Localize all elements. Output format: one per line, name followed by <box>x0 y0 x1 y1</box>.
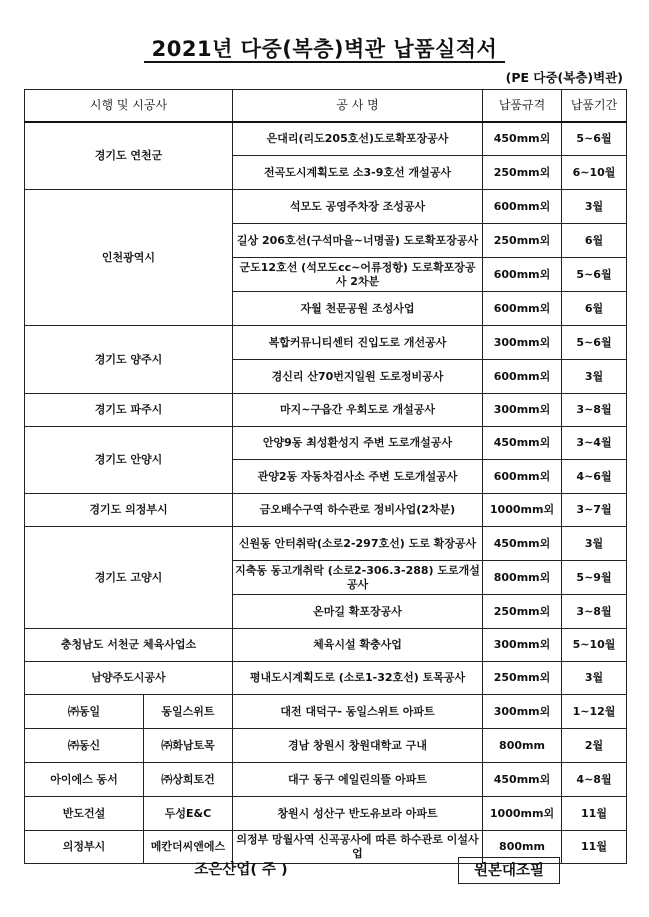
spec-cell: 450mm외 <box>483 763 562 797</box>
spec-cell: 450mm외 <box>483 527 562 561</box>
client-cell: 인천광역시 <box>25 190 233 326</box>
client-cell: 경기도 양주시 <box>25 326 233 394</box>
period-cell: 3월 <box>562 360 627 394</box>
client-cell: ㈜동일 <box>25 695 144 729</box>
client-cell: 경기도 파주시 <box>25 394 233 427</box>
period-cell: 2월 <box>562 729 627 763</box>
period-cell: 3~4월 <box>562 427 627 460</box>
header-period: 납품기간 <box>562 90 627 122</box>
title-underline <box>144 61 505 63</box>
project-cell: 복합커뮤니티센터 진입도로 개선공사 <box>233 326 483 360</box>
table-row <box>25 427 627 460</box>
spec-cell: 300mm외 <box>483 629 562 662</box>
table-row <box>25 394 627 427</box>
project-cell: 온마길 확포장공사 <box>233 595 483 629</box>
project-cell: 창원시 성산구 반도유보라 아파트 <box>233 797 483 831</box>
project-cell: 자월 천문공원 조성사업 <box>233 292 483 326</box>
table-row <box>25 326 627 360</box>
project-cell: 신원동 안터취락(소로2-297호선) 도로 확장공사 <box>233 527 483 561</box>
project-cell: 지축동 동고개취락 (소로2-306.3-288) 도로개설공사 <box>233 561 483 595</box>
delivery-record-table <box>24 89 627 864</box>
period-cell: 3~8월 <box>562 394 627 427</box>
spec-cell: 600mm외 <box>483 258 562 292</box>
period-cell: 4~6월 <box>562 460 627 494</box>
spec-cell: 300mm외 <box>483 326 562 360</box>
spec-cell: 800mm <box>483 729 562 763</box>
period-cell: 3월 <box>562 527 627 561</box>
spec-cell: 1000mm외 <box>483 494 562 527</box>
table-row <box>25 662 627 695</box>
spec-cell: 250mm외 <box>483 595 562 629</box>
contractor-cell: 두성E&C <box>144 797 233 831</box>
project-cell: 마지~구읍간 우회도로 개설공사 <box>233 394 483 427</box>
spec-cell: 300mm외 <box>483 394 562 427</box>
project-cell: 안양9동 최성환성지 주변 도로개설공사 <box>233 427 483 460</box>
period-cell: 6월 <box>562 292 627 326</box>
table-row <box>25 122 627 156</box>
project-cell: 경신리 산70번지일원 도로정비공사 <box>233 360 483 394</box>
company-name: 조은산업( 주 ) <box>194 862 288 878</box>
contractor-cell: ㈜상희토건 <box>144 763 233 797</box>
client-cell: 경기도 연천군 <box>25 122 233 190</box>
period-cell: 3~8월 <box>562 595 627 629</box>
contractor-cell: 메칸더씨앤에스 <box>144 831 233 864</box>
spec-cell: 250mm외 <box>483 156 562 190</box>
certified-copy-stamp: 원본대조필 <box>458 857 560 884</box>
project-cell: 대구 동구 에일린의뜰 아파트 <box>233 763 483 797</box>
contractor-cell: ㈜화남토목 <box>144 729 233 763</box>
table-row <box>25 729 627 763</box>
period-cell: 5~6월 <box>562 122 627 156</box>
project-cell: 전곡도시계획도로 소3-9호선 개설공사 <box>233 156 483 190</box>
project-cell: 평내도시계획도로 (소로1-32호선) 토목공사 <box>233 662 483 695</box>
client-cell: 경기도 안양시 <box>25 427 233 494</box>
table-row <box>25 190 627 224</box>
header-project: 공 사 명 <box>233 90 483 122</box>
period-cell: 11월 <box>562 797 627 831</box>
project-cell: 관양2동 자동차검사소 주변 도로개설공사 <box>233 460 483 494</box>
spec-cell: 600mm외 <box>483 292 562 326</box>
spec-cell: 300mm외 <box>483 695 562 729</box>
header-spec: 납품규격 <box>483 90 562 122</box>
project-cell: 대전 대덕구- 동일스위트 아파트 <box>233 695 483 729</box>
spec-cell: 250mm외 <box>483 224 562 258</box>
table-header-row <box>25 90 627 122</box>
period-cell: 5~10월 <box>562 629 627 662</box>
table-row <box>25 695 627 729</box>
spec-cell: 800mm <box>483 831 562 864</box>
period-cell: 4~8월 <box>562 763 627 797</box>
client-cell: 충청남도 서천군 체육사업소 <box>25 629 233 662</box>
period-cell: 3월 <box>562 662 627 695</box>
period-cell: 3~7월 <box>562 494 627 527</box>
document-title: 2021년 다중(복층)벽관 납품실적서 <box>151 37 498 61</box>
period-cell: 5~6월 <box>562 326 627 360</box>
period-cell: 6월 <box>562 224 627 258</box>
period-cell: 3월 <box>562 190 627 224</box>
project-cell: 금오배수구역 하수관로 정비사업(2차분) <box>233 494 483 527</box>
client-cell: 반도건설 <box>25 797 144 831</box>
table-row <box>25 797 627 831</box>
client-cell: 의정부시 <box>25 831 144 864</box>
table-row <box>25 629 627 662</box>
table-row <box>25 494 627 527</box>
project-cell: 석모도 공영주차장 조성공사 <box>233 190 483 224</box>
project-cell: 체육시설 확충사업 <box>233 629 483 662</box>
project-cell: 길상 206호선(구석마을~너명골) 도로확포장공사 <box>233 224 483 258</box>
document-subtitle: (PE 다중(복층)벽관) <box>505 70 623 85</box>
project-cell: 군도12호선 (석모도cc~어류정항) 도로확포장공사 2차분 <box>233 258 483 292</box>
header-client: 시행 및 시공사 <box>25 90 233 122</box>
table-row <box>25 527 627 561</box>
period-cell: 1~12월 <box>562 695 627 729</box>
spec-cell: 800mm외 <box>483 561 562 595</box>
spec-cell: 450mm외 <box>483 427 562 460</box>
client-cell: 남양주도시공사 <box>25 662 233 695</box>
client-cell: ㈜동신 <box>25 729 144 763</box>
period-cell: 5~6월 <box>562 258 627 292</box>
period-cell: 11월 <box>562 831 627 864</box>
spec-cell: 600mm외 <box>483 360 562 394</box>
spec-cell: 600mm외 <box>483 460 562 494</box>
period-cell: 5~9월 <box>562 561 627 595</box>
project-cell: 의정부 망월사역 신곡공사에 따른 하수관로 이설사업 <box>233 831 483 864</box>
project-cell: 은대리(리도205호선)도로확포장공사 <box>233 122 483 156</box>
contractor-cell: 동일스위트 <box>144 695 233 729</box>
client-cell: 경기도 의정부시 <box>25 494 233 527</box>
table-row <box>25 763 627 797</box>
client-cell: 아이에스 동서 <box>25 763 144 797</box>
period-cell: 6~10월 <box>562 156 627 190</box>
spec-cell: 1000mm외 <box>483 797 562 831</box>
spec-cell: 450mm외 <box>483 122 562 156</box>
client-cell: 경기도 고양시 <box>25 527 233 629</box>
spec-cell: 600mm외 <box>483 190 562 224</box>
project-cell: 경남 창원시 창원대학교 구내 <box>233 729 483 763</box>
spec-cell: 250mm외 <box>483 662 562 695</box>
